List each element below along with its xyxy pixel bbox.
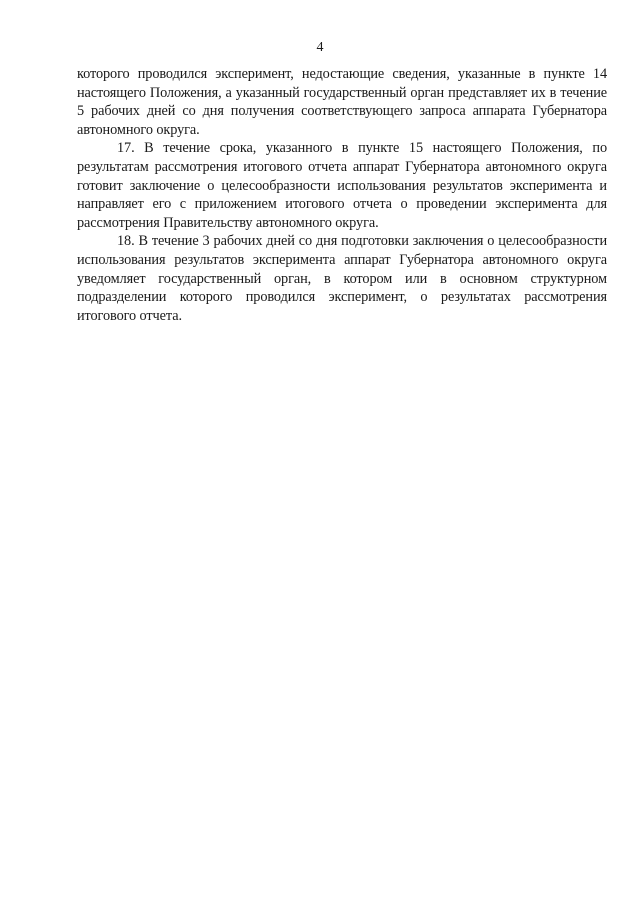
paragraph-17: 17. В течение срока, указанного в пункте 15 настоящего Положения, по результатам рассмотрения итогового отчета аппарат Губернатора автономного округа готовит заключение о целесообразности использования результатов эксперимента и направляет его с приложением итогового отчета о проведении эксперимента для рассмотрения Правительству автономного округа. bbox=[77, 140, 607, 231]
page-number: 4 bbox=[316, 40, 324, 55]
paragraph-18: 18. В течение 3 рабочих дней со дня подготовки заключения о целесообразности использования результатов эксперимента аппарат Губернатора автономного округа уведомляет государственный орган, в котором или в основном структурном подразделении которого проводился эксперимент, о результатах рассмотрения итогового отчета. bbox=[77, 233, 607, 324]
document-body bbox=[77, 65, 607, 325]
paragraph-continuation: которого проводился эксперимент, недостающие сведения, указанные в пункте 14 настоящего Положения, а указанный государственный орган представляет их в течение 5 рабочих дней со дня получения соответствующего запроса аппарата Губернатора автономного округа. bbox=[77, 66, 607, 138]
